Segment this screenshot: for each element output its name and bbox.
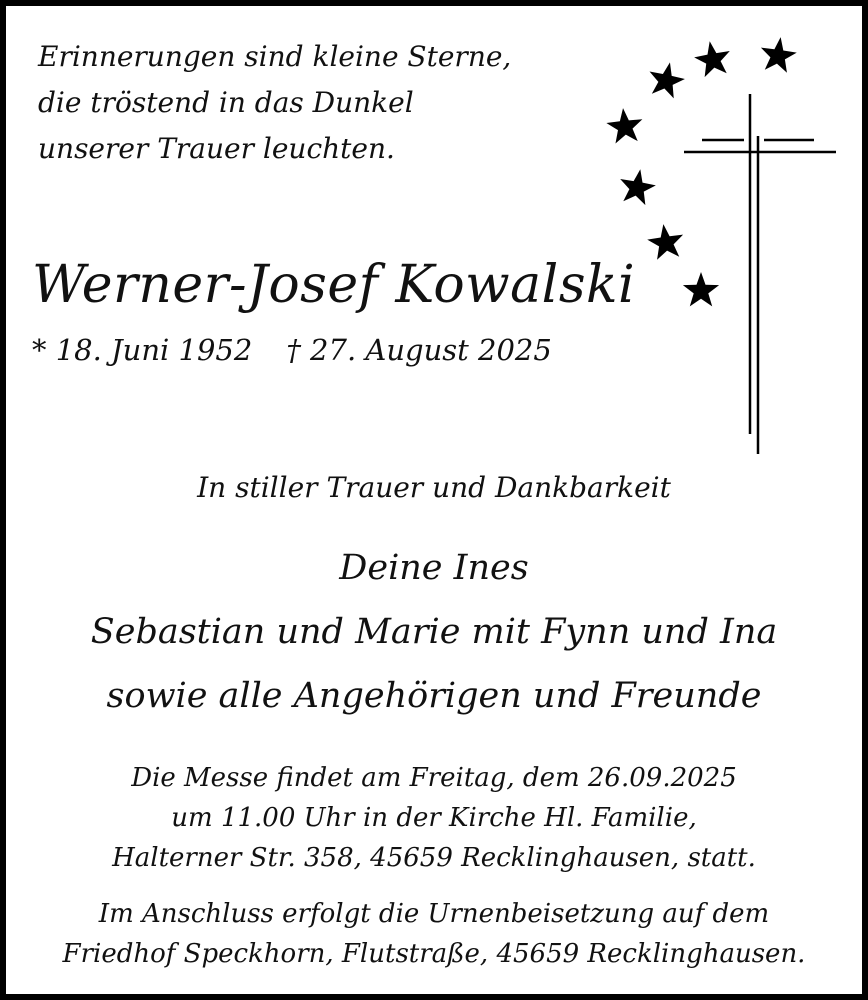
- deceased-name: Werner-Josef Kowalski: [32, 255, 636, 315]
- mourning-intro: In stiller Trauer und Dankbarkeit: [197, 471, 671, 504]
- poem-line-2: die tröstend in das Dunkel: [38, 86, 414, 119]
- cross-icon: [684, 94, 836, 454]
- mourner-line: Deine Ines: [339, 548, 529, 588]
- service-line: Die Messe findet am Freitag, dem 26.09.2025: [131, 763, 737, 793]
- mourner-line: sowie alle Angehörigen und Freunde: [106, 676, 762, 716]
- stars-and-cross-decoration: [594, 26, 854, 466]
- poem-line-1: Erinnerungen sind kleine Sterne,: [38, 40, 512, 73]
- burial-line: Friedhof Speckhorn, Flutstraße, 45659 Recklinghausen.: [62, 939, 806, 969]
- star-icon: [605, 106, 645, 144]
- star-icon: [758, 35, 799, 74]
- service-notice: [6, 758, 862, 878]
- poem-line-3: unserer Trauer leuchten.: [38, 132, 395, 165]
- death-date: † 27. August 2025: [286, 333, 552, 367]
- birth-date: * 18. Juni 1952: [32, 333, 253, 367]
- star-icon: [617, 166, 659, 206]
- star-icon: [645, 59, 688, 100]
- service-line: Halterner Str. 358, 45659 Recklinghausen, statt.: [112, 843, 756, 873]
- life-dates: [32, 328, 552, 372]
- star-icon: [645, 222, 686, 261]
- service-line: um 11.00 Uhr in der Kirche Hl. Familie,: [171, 803, 697, 833]
- burial-line: Im Anschluss erfolgt die Urnenbeisetzung auf dem: [98, 899, 770, 929]
- memorial-poem: [38, 34, 511, 172]
- star-icon: [683, 272, 719, 306]
- burial-notice: [6, 894, 862, 974]
- mourner-line: Sebastian und Marie mit Fynn und Ina: [90, 612, 778, 652]
- star-icon: [692, 38, 734, 78]
- mourners-list: [6, 536, 862, 728]
